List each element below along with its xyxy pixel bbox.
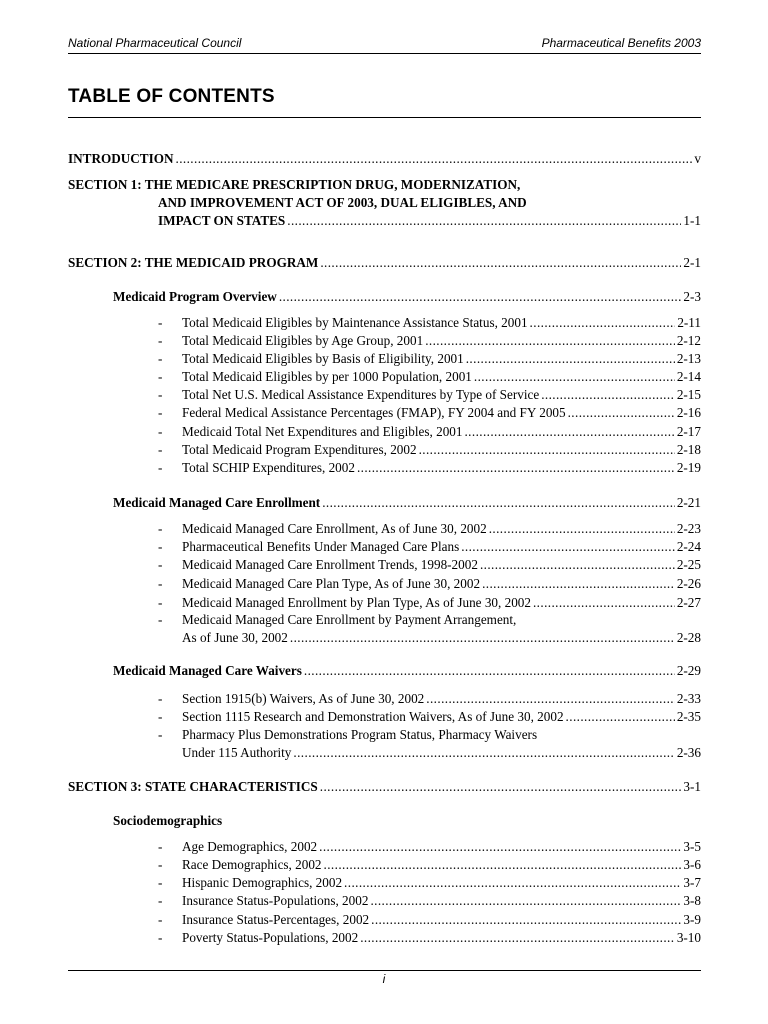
dot-leader <box>287 212 681 229</box>
dot-leader <box>322 494 675 511</box>
toc-item[interactable] <box>158 892 701 909</box>
toc-page-number: 3-6 <box>683 857 701 872</box>
toc-item-text: Medicaid Managed Care Plan Type, As of June 30, 2002 <box>182 576 481 591</box>
toc-item[interactable] <box>158 838 701 855</box>
toc-entry-section-1-line-1[interactable] <box>68 176 701 193</box>
bullet-dash: - <box>158 315 163 330</box>
bullet-dash: - <box>158 424 163 439</box>
toc-item-text: Federal Medical Assistance Percentages (FMAP), FY 2004 and FY 2005 <box>182 405 566 420</box>
toc-item-text: Insurance Status-Percentages, 2002 <box>182 912 370 927</box>
page-title: TABLE OF CONTENTS <box>68 86 275 107</box>
bullet-dash: - <box>158 539 163 554</box>
bullet-dash: - <box>158 893 163 908</box>
toc-entry-section-1-line-3[interactable] <box>158 212 701 229</box>
toc-item-multiline[interactable] <box>158 726 701 743</box>
dot-leader <box>482 575 675 592</box>
toc-item-text: Total Medicaid Eligibles by Basis of Eligibility, 2001 <box>182 351 464 366</box>
bullet-dash: - <box>158 405 163 420</box>
running-header-right: Pharmaceutical Benefits 2003 <box>541 36 701 50</box>
toc-page-number: 3-10 <box>676 930 701 945</box>
dot-leader <box>489 520 675 537</box>
dot-leader <box>419 441 675 458</box>
toc-item-text: Insurance Status-Populations, 2002 <box>182 893 369 908</box>
toc-entry-label: SECTION 2: THE MEDICAID PROGRAM <box>68 255 319 270</box>
toc-subsection-program-overview[interactable] <box>113 288 701 305</box>
dot-leader <box>357 459 675 476</box>
dot-leader <box>480 556 675 573</box>
toc-page-number: 2-15 <box>676 387 701 402</box>
toc-page-number: 2-24 <box>676 539 701 554</box>
dot-leader <box>371 911 681 928</box>
toc-page-number: 2-25 <box>676 557 701 572</box>
toc-page-number: 2-35 <box>676 709 701 724</box>
toc-item[interactable] <box>158 911 701 928</box>
toc-page-number: 2-29 <box>676 663 701 678</box>
toc-item[interactable] <box>158 575 701 592</box>
toc-item-text: Medicaid Managed Care Enrollment, As of June 30, 2002 <box>182 521 487 536</box>
toc-item[interactable] <box>158 874 701 891</box>
dot-leader <box>360 929 675 946</box>
toc-entry-label: AND IMPROVEMENT ACT OF 2003, DUAL ELIGIBLES, AND <box>158 195 527 210</box>
dot-leader <box>425 332 675 349</box>
toc-item[interactable] <box>158 538 701 555</box>
bullet-dash: - <box>158 351 163 366</box>
bullet-dash: - <box>158 857 163 872</box>
toc-item-text: Age Demographics, 2002 <box>182 839 318 854</box>
dot-leader <box>370 892 681 909</box>
toc-item-text: Total Medicaid Eligibles by Maintenance Assistance Status, 2001 <box>182 315 528 330</box>
toc-page-number: 2-3 <box>683 289 701 304</box>
toc-page-number: 2-23 <box>676 521 701 536</box>
dot-leader <box>426 690 675 707</box>
toc-item-text: Total Medicaid Program Expenditures, 2002 <box>182 442 417 457</box>
toc-item-text: Total SCHIP Expenditures, 2002 <box>182 460 355 475</box>
dot-leader <box>530 314 676 331</box>
toc-item-text: Under 115 Authority <box>182 745 292 760</box>
toc-item-text: Section 1115 Research and Demonstration Waivers, As of June 30, 2002 <box>182 709 564 724</box>
dot-leader <box>176 150 693 167</box>
bullet-dash: - <box>158 576 163 591</box>
toc-page-number: 2-11 <box>677 315 701 330</box>
toc-entry-label: IMPACT ON STATES <box>158 213 286 228</box>
dot-leader <box>464 423 674 440</box>
dot-leader <box>533 594 675 611</box>
toc-item-text: Medicaid Total Net Expenditures and Eligibles, 2001 <box>182 424 463 439</box>
toc-item[interactable] <box>158 708 701 725</box>
toc-page-number: 3-1 <box>683 779 701 794</box>
title-rule <box>68 117 701 118</box>
toc-item-continuation[interactable] <box>182 629 701 646</box>
toc-entry-section-2[interactable] <box>68 254 701 271</box>
bullet-dash: - <box>158 595 163 610</box>
header-rule <box>68 53 701 54</box>
bullet-dash: - <box>158 727 163 742</box>
toc-entry-introduction[interactable] <box>68 150 701 167</box>
dot-leader <box>568 404 675 421</box>
toc-item-text: Pharmaceutical Benefits Under Managed Care Plans <box>182 539 460 554</box>
dot-leader <box>466 350 675 367</box>
toc-item-text: As of June 30, 2002 <box>182 630 288 645</box>
dot-leader <box>293 744 674 761</box>
footer-rule <box>68 970 701 971</box>
toc-item-text: Medicaid Managed Care Enrollment by Payment Arrangement, <box>182 612 517 627</box>
toc-page-number: 1-1 <box>683 213 701 228</box>
toc-item[interactable] <box>158 856 701 873</box>
bullet-dash: - <box>158 369 163 384</box>
bullet-dash: - <box>158 557 163 572</box>
toc-entry-label: Sociodemographics <box>113 813 223 828</box>
toc-page-number: 2-1 <box>683 255 701 270</box>
toc-subsection-managed-care-enrollment[interactable] <box>113 494 701 511</box>
toc-page-number: 2-14 <box>676 369 701 384</box>
bullet-dash: - <box>158 387 163 402</box>
page-number: i <box>382 972 386 986</box>
toc-item[interactable] <box>158 459 701 476</box>
toc-item[interactable] <box>158 690 701 707</box>
toc-item-text: Poverty Status-Populations, 2002 <box>182 930 359 945</box>
toc-page-number: 3-9 <box>683 912 701 927</box>
toc-page-number: 2-28 <box>676 630 701 645</box>
toc-page-number: 3-7 <box>683 875 701 890</box>
toc-item-text: Total Medicaid Eligibles by Age Group, 2001 <box>182 333 424 348</box>
toc-page-number: 3-5 <box>683 839 701 854</box>
dot-leader <box>344 874 681 891</box>
dot-leader <box>304 662 675 679</box>
toc-item[interactable] <box>158 368 701 385</box>
dot-leader <box>461 538 675 555</box>
dot-leader <box>279 288 682 305</box>
toc-item[interactable] <box>158 594 701 611</box>
bullet-dash: - <box>158 912 163 927</box>
dot-leader <box>320 254 681 271</box>
toc-page-number: 2-27 <box>676 595 701 610</box>
toc-item[interactable] <box>158 423 701 440</box>
toc-item-text: Hispanic Demographics, 2002 <box>182 875 343 890</box>
toc-page-number: 2-36 <box>676 745 701 760</box>
toc-page-number: 2-18 <box>676 442 701 457</box>
toc-page-number: 2-16 <box>676 405 701 420</box>
bullet-dash: - <box>158 839 163 854</box>
toc-page-number: v <box>694 151 701 166</box>
toc-item-multiline[interactable] <box>158 611 701 628</box>
toc-item[interactable] <box>158 929 701 946</box>
toc-page-number: 2-17 <box>676 424 701 439</box>
running-header-left: National Pharmaceutical Council <box>68 36 242 50</box>
toc-entry-section-3[interactable] <box>68 778 701 795</box>
dot-leader <box>474 368 675 385</box>
toc-item[interactable] <box>158 441 701 458</box>
toc-page-number: 2-12 <box>676 333 701 348</box>
toc-entry-label: Medicaid Managed Care Waivers <box>113 663 302 678</box>
bullet-dash: - <box>158 442 163 457</box>
dot-leader <box>290 629 675 646</box>
bullet-dash: - <box>158 709 163 724</box>
dot-leader <box>319 838 681 855</box>
toc-item-text: Medicaid Managed Enrollment by Plan Type, As of June 30, 2002 <box>182 595 531 610</box>
toc-page-number: 2-19 <box>676 460 701 475</box>
bullet-dash: - <box>158 875 163 890</box>
dot-leader <box>320 778 682 795</box>
toc-page-number: 2-33 <box>676 691 701 706</box>
toc-entry-label: SECTION 3: STATE CHARACTERISTICS <box>68 779 318 794</box>
toc-item[interactable] <box>158 386 701 403</box>
bullet-dash: - <box>158 691 163 706</box>
dot-leader <box>541 386 675 403</box>
toc-item-text: Pharmacy Plus Demonstrations Program Status, Pharmacy Waivers <box>182 727 538 742</box>
bullet-dash: - <box>158 333 163 348</box>
toc-item-text: Race Demographics, 2002 <box>182 857 322 872</box>
toc-entry-label: INTRODUCTION <box>68 151 174 166</box>
dot-leader <box>566 708 675 725</box>
toc-item[interactable] <box>158 350 701 367</box>
dot-leader <box>324 856 682 873</box>
toc-entry-label: Medicaid Program Overview <box>113 289 277 304</box>
toc-page-number: 2-21 <box>676 495 701 510</box>
toc-entry-label: Medicaid Managed Care Enrollment <box>113 495 321 510</box>
bullet-dash: - <box>158 930 163 945</box>
toc-item[interactable] <box>158 314 701 331</box>
toc-item[interactable] <box>158 556 701 573</box>
toc-item-text: Total Medicaid Eligibles by per 1000 Population, 2001 <box>182 369 472 384</box>
toc-item-text: Medicaid Managed Care Enrollment Trends, 1998-2002 <box>182 557 478 572</box>
toc-item-text: Section 1915(b) Waivers, As of June 30, 2002 <box>182 691 425 706</box>
toc-page-number: 2-26 <box>676 576 701 591</box>
toc-item[interactable] <box>158 332 701 349</box>
bullet-dash: - <box>158 460 163 475</box>
toc-item[interactable] <box>158 520 701 537</box>
bullet-dash: - <box>158 521 163 536</box>
toc-entry-label: SECTION 1: THE MEDICARE PRESCRIPTION DRUG, MODERNIZATION, <box>68 177 521 192</box>
toc-item-continuation[interactable] <box>182 744 701 761</box>
toc-item[interactable] <box>158 404 701 421</box>
toc-page-number: 2-13 <box>676 351 701 366</box>
bullet-dash: - <box>158 612 163 627</box>
toc-entry-section-1-line-2[interactable] <box>158 194 701 211</box>
toc-item-text: Total Net U.S. Medical Assistance Expenditures by Type of Service <box>182 387 540 402</box>
toc-page-number: 3-8 <box>683 893 701 908</box>
toc-subsection-managed-care-waivers[interactable] <box>113 662 701 679</box>
toc-subsection-sociodemographics[interactable] <box>113 812 701 829</box>
